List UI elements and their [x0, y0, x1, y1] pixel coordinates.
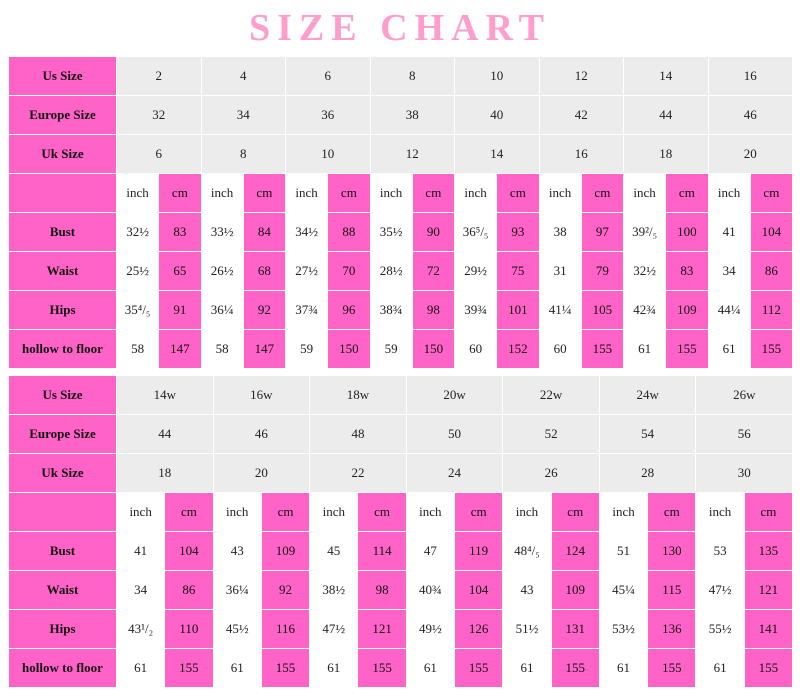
measure-cell-inch: 60 [455, 329, 497, 368]
unit-cell: cm [497, 173, 539, 212]
measure-cell-inch: 47 [406, 531, 454, 570]
measure-cell-inch: 45½ [213, 609, 261, 648]
size-cell: 18w [310, 375, 407, 414]
measure-cell-inch: 58 [201, 329, 243, 368]
measure-cell-inch: 27½ [286, 251, 328, 290]
measure-cell-cm: 97 [581, 212, 623, 251]
measure-cell-cm: 131 [551, 609, 599, 648]
measure-cell-inch: 28½ [370, 251, 412, 290]
measure-cell-cm: 104 [455, 570, 503, 609]
measure-cell-inch: 38¾ [370, 290, 412, 329]
table-row [9, 570, 793, 609]
unit-cell: inch [624, 173, 666, 212]
size-cell: 20 [708, 134, 793, 173]
size-cell: 44 [624, 95, 709, 134]
row-label: Hips [9, 290, 117, 329]
size-cell: 46 [708, 95, 793, 134]
measure-cell-inch: 59 [286, 329, 328, 368]
measure-cell-cm: 93 [497, 212, 539, 251]
size-cell: 12 [370, 134, 455, 173]
measure-cell-cm: 147 [243, 329, 285, 368]
measure-cell-inch: 39²/₅ [624, 212, 666, 251]
measure-cell-inch: 41 [117, 531, 165, 570]
unit-row [9, 173, 793, 212]
table-row [9, 212, 793, 251]
size-cell: 18 [624, 134, 709, 173]
measure-cell-cm: 98 [358, 570, 406, 609]
size-cell: 56 [696, 414, 793, 453]
table-row [9, 648, 793, 687]
row-label: Uk Size [9, 134, 117, 173]
measure-cell-cm: 91 [159, 290, 201, 329]
unit-cell: cm [358, 492, 406, 531]
measure-cell-inch: 42¾ [624, 290, 666, 329]
measure-cell-cm: 98 [412, 290, 454, 329]
unit-cell: inch [310, 492, 358, 531]
measure-cell-inch: 48⁴/₅ [503, 531, 551, 570]
table-row [9, 453, 793, 492]
unit-cell: inch [370, 173, 412, 212]
measure-cell-inch: 47½ [696, 570, 744, 609]
measure-cell-inch: 51½ [503, 609, 551, 648]
measure-cell-cm: 86 [750, 251, 792, 290]
row-label: hollow to floor [9, 648, 117, 687]
measure-cell-inch: 61 [708, 329, 750, 368]
unit-cell: inch [201, 173, 243, 212]
table-row [9, 375, 793, 414]
measure-cell-inch: 51 [599, 531, 647, 570]
size-cell: 50 [406, 414, 503, 453]
measure-cell-cm: 83 [666, 251, 708, 290]
size-cell: 48 [310, 414, 407, 453]
measure-cell-inch: 55½ [696, 609, 744, 648]
row-label: Us Size [9, 56, 117, 95]
measure-cell-cm: 119 [455, 531, 503, 570]
size-cell: 16 [708, 56, 793, 95]
size-cell: 54 [599, 414, 696, 453]
size-cell: 14 [624, 56, 709, 95]
measure-cell-inch: 25½ [117, 251, 159, 290]
measure-cell-inch: 35½ [370, 212, 412, 251]
size-cell: 44 [117, 414, 214, 453]
measure-cell-cm: 147 [159, 329, 201, 368]
size-cell: 16 [539, 134, 624, 173]
measure-cell-cm: 75 [497, 251, 539, 290]
unit-cell: cm [666, 173, 708, 212]
size-cell: 24 [406, 453, 503, 492]
unit-cell: cm [551, 492, 599, 531]
measure-cell-cm: 101 [497, 290, 539, 329]
measure-cell-cm: 100 [666, 212, 708, 251]
measure-cell-cm: 155 [666, 329, 708, 368]
measure-cell-cm: 70 [328, 251, 370, 290]
table-row [9, 531, 793, 570]
measure-cell-cm: 92 [243, 290, 285, 329]
unit-cell: cm [165, 492, 213, 531]
measure-cell-cm: 155 [750, 329, 792, 368]
measure-cell-inch: 61 [310, 648, 358, 687]
table-row [9, 290, 793, 329]
size-cell: 36 [286, 95, 371, 134]
size-cell: 52 [503, 414, 600, 453]
row-label: Bust [9, 212, 117, 251]
unit-cell: cm [581, 173, 623, 212]
measure-cell-cm: 104 [165, 531, 213, 570]
size-cell: 32 [117, 95, 202, 134]
measure-cell-inch: 49½ [406, 609, 454, 648]
unit-cell: cm [648, 492, 696, 531]
measure-cell-cm: 79 [581, 251, 623, 290]
measure-cell-cm: 152 [497, 329, 539, 368]
measure-cell-cm: 104 [750, 212, 792, 251]
measure-cell-inch: 34 [708, 251, 750, 290]
table-row [9, 609, 793, 648]
measure-cell-inch: 33½ [201, 212, 243, 251]
measure-cell-inch: 59 [370, 329, 412, 368]
row-label: hollow to floor [9, 329, 117, 368]
measure-cell-cm: 155 [581, 329, 623, 368]
unit-cell: inch [455, 173, 497, 212]
size-cell: 28 [599, 453, 696, 492]
table-row [9, 134, 793, 173]
measure-cell-cm: 124 [551, 531, 599, 570]
measure-cell-inch: 43 [503, 570, 551, 609]
page-title: SIZE CHART [248, 7, 551, 49]
measure-cell-cm: 109 [261, 531, 309, 570]
measure-cell-cm: 155 [358, 648, 406, 687]
unit-cell: cm [744, 492, 792, 531]
measure-cell-cm: 155 [165, 648, 213, 687]
row-label: Hips [9, 609, 117, 648]
measure-cell-cm: 86 [165, 570, 213, 609]
measure-cell-cm: 150 [412, 329, 454, 368]
measure-cell-inch: 61 [599, 648, 647, 687]
measure-cell-inch: 26½ [201, 251, 243, 290]
size-cell: 16w [213, 375, 310, 414]
measure-cell-inch: 34 [117, 570, 165, 609]
unit-cell: cm [159, 173, 201, 212]
measure-cell-inch: 36¼ [201, 290, 243, 329]
measure-cell-cm: 116 [261, 609, 309, 648]
row-label: Europe Size [9, 414, 117, 453]
measure-cell-inch: 61 [117, 648, 165, 687]
unit-cell: inch [503, 492, 551, 531]
size-cell: 46 [213, 414, 310, 453]
plus-size-table [8, 375, 793, 688]
unit-cell: inch [696, 492, 744, 531]
row-label: Uk Size [9, 453, 117, 492]
measure-cell-cm: 136 [648, 609, 696, 648]
unit-cell: inch [286, 173, 328, 212]
measure-cell-cm: 135 [744, 531, 792, 570]
table-row [9, 251, 793, 290]
size-cell: 14 [455, 134, 540, 173]
unit-cell: inch [599, 492, 647, 531]
measure-cell-inch: 31 [539, 251, 581, 290]
measure-cell-inch: 41 [708, 212, 750, 251]
measure-cell-inch: 38½ [310, 570, 358, 609]
size-cell: 18 [117, 453, 214, 492]
measure-cell-inch: 61 [624, 329, 666, 368]
table-row [9, 95, 793, 134]
measure-cell-cm: 96 [328, 290, 370, 329]
size-cell: 10 [286, 134, 371, 173]
unit-cell: inch [117, 492, 165, 531]
measure-cell-inch: 32½ [624, 251, 666, 290]
measure-cell-inch: 60 [539, 329, 581, 368]
size-cell: 22w [503, 375, 600, 414]
measure-cell-cm: 112 [750, 290, 792, 329]
size-cell: 26 [503, 453, 600, 492]
unit-cell: inch [213, 492, 261, 531]
unit-cell: inch [539, 173, 581, 212]
measure-cell-cm: 155 [455, 648, 503, 687]
measure-cell-cm: 109 [666, 290, 708, 329]
measure-cell-cm: 65 [159, 251, 201, 290]
measure-cell-cm: 155 [648, 648, 696, 687]
row-label: Waist [9, 251, 117, 290]
size-cell: 12 [539, 56, 624, 95]
measure-cell-inch: 61 [696, 648, 744, 687]
measure-cell-inch: 43¹/₂ [117, 609, 165, 648]
measure-cell-cm: 121 [744, 570, 792, 609]
size-cell: 30 [696, 453, 793, 492]
measure-cell-inch: 36¼ [213, 570, 261, 609]
unit-cell: cm [455, 492, 503, 531]
unit-row-label [9, 173, 117, 212]
size-cell: 8 [201, 134, 286, 173]
size-cell: 4 [201, 56, 286, 95]
unit-cell: inch [406, 492, 454, 531]
unit-cell: cm [243, 173, 285, 212]
measure-cell-cm: 141 [744, 609, 792, 648]
measure-cell-cm: 155 [261, 648, 309, 687]
measure-cell-inch: 45¼ [599, 570, 647, 609]
measure-cell-inch: 36⁵/₅ [455, 212, 497, 251]
measure-cell-inch: 53½ [599, 609, 647, 648]
measure-cell-cm: 83 [159, 212, 201, 251]
unit-cell: inch [117, 173, 159, 212]
measure-cell-cm: 115 [648, 570, 696, 609]
measure-cell-cm: 68 [243, 251, 285, 290]
size-cell: 20w [406, 375, 503, 414]
row-label: Bust [9, 531, 117, 570]
measure-cell-cm: 126 [455, 609, 503, 648]
measure-cell-cm: 92 [261, 570, 309, 609]
measure-cell-cm: 84 [243, 212, 285, 251]
unit-cell: inch [708, 173, 750, 212]
measure-cell-inch: 53 [696, 531, 744, 570]
size-cell: 8 [370, 56, 455, 95]
size-cell: 34 [201, 95, 286, 134]
unit-cell: cm [261, 492, 309, 531]
measure-cell-inch: 47½ [310, 609, 358, 648]
measure-cell-inch: 37¾ [286, 290, 328, 329]
measure-cell-inch: 45 [310, 531, 358, 570]
measure-cell-cm: 72 [412, 251, 454, 290]
table-row [9, 56, 793, 95]
size-cell: 40 [455, 95, 540, 134]
measure-cell-cm: 150 [328, 329, 370, 368]
size-cell: 42 [539, 95, 624, 134]
measure-cell-inch: 40¾ [406, 570, 454, 609]
measure-cell-cm: 109 [551, 570, 599, 609]
standard-size-table [8, 56, 793, 369]
measure-cell-inch: 61 [213, 648, 261, 687]
measure-cell-inch: 43 [213, 531, 261, 570]
size-cell: 24w [599, 375, 696, 414]
unit-row-label [9, 492, 117, 531]
measure-cell-cm: 105 [581, 290, 623, 329]
measure-cell-cm: 90 [412, 212, 454, 251]
table-row [9, 414, 793, 453]
size-cell: 14w [117, 375, 214, 414]
row-label: Europe Size [9, 95, 117, 134]
measure-cell-inch: 34½ [286, 212, 328, 251]
size-cell: 22 [310, 453, 407, 492]
measure-cell-inch: 58 [117, 329, 159, 368]
measure-cell-inch: 35⁴/₅ [117, 290, 159, 329]
measure-cell-inch: 61 [406, 648, 454, 687]
unit-cell: cm [412, 173, 454, 212]
measure-cell-cm: 155 [744, 648, 792, 687]
measure-cell-cm: 130 [648, 531, 696, 570]
measure-cell-cm: 88 [328, 212, 370, 251]
measure-cell-inch: 61 [503, 648, 551, 687]
row-label: Us Size [9, 375, 117, 414]
size-cell: 6 [286, 56, 371, 95]
unit-row [9, 492, 793, 531]
measure-cell-cm: 121 [358, 609, 406, 648]
size-cell: 10 [455, 56, 540, 95]
measure-cell-inch: 44¼ [708, 290, 750, 329]
size-cell: 20 [213, 453, 310, 492]
measure-cell-inch: 29½ [455, 251, 497, 290]
measure-cell-inch: 38 [539, 212, 581, 251]
size-cell: 26w [696, 375, 793, 414]
measure-cell-inch: 32½ [117, 212, 159, 251]
table-row [9, 329, 793, 368]
measure-cell-inch: 41¼ [539, 290, 581, 329]
unit-cell: cm [328, 173, 370, 212]
measure-cell-cm: 155 [551, 648, 599, 687]
measure-cell-cm: 114 [358, 531, 406, 570]
size-cell: 2 [117, 56, 202, 95]
measure-cell-cm: 110 [165, 609, 213, 648]
size-cell: 38 [370, 95, 455, 134]
unit-cell: cm [750, 173, 792, 212]
size-cell: 6 [117, 134, 202, 173]
measure-cell-inch: 39¾ [455, 290, 497, 329]
row-label: Waist [9, 570, 117, 609]
